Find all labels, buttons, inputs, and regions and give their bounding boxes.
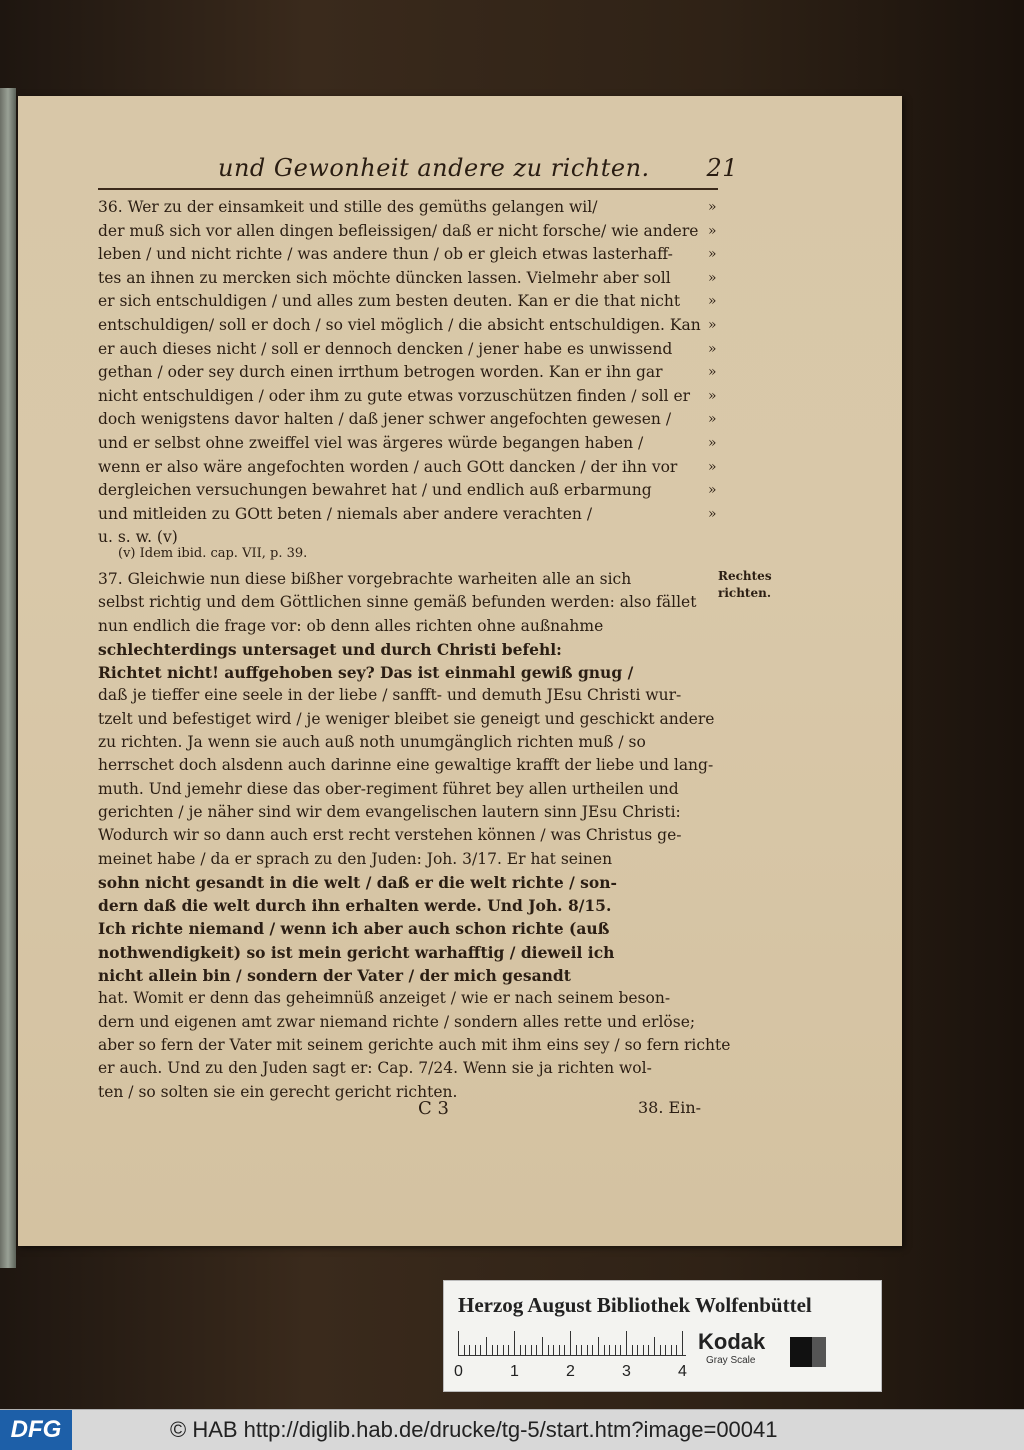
ruler-tick [598,1337,599,1355]
ruler-tick [492,1345,493,1355]
text-line: leben / und nicht richte / was andere thun / ob er gleich etwas lasterhaff- [98,245,673,264]
text-line: dern und eigenen amt zwar niemand richte / sondern alles rette und erlöse; [98,1012,696,1031]
running-head [218,154,738,186]
quotation-marks-column [708,196,728,526]
text-line: hat. Womit er denn das geheimnüß anzeiget / wie er nach seinem beson- [98,989,671,1008]
marginal-note [718,568,772,602]
ruler-tick [660,1345,661,1355]
text-line: 37. Gleichwie nun diese bißher vorgebrachte warheiten alle an sich [98,570,632,588]
ruler-tick [643,1345,644,1355]
text-line: tes an ihnen zu mercken sich möchte düncken lassen. Vielmehr aber soll [98,268,671,287]
ruler-tick [604,1345,605,1355]
kodak-brand: Kodak [698,1329,766,1354]
scale-number: 0 [454,1363,463,1380]
text-line: nicht entschuldigen / oder ihm zu gute etwas vorzuschützen finden / soll er [98,386,691,405]
ruler-tick [486,1337,487,1355]
paragraph-36 [98,196,701,550]
quote-mark: » [708,434,717,451]
ruler-tick [520,1345,521,1355]
text-line: aber so fern der Vater mit seinem gerichte auch mit ihm eins sey / so fern richte [98,1035,731,1054]
text-line: und er selbst ohne zweiffel viel was ärgeres würde begangen haben / [98,433,644,452]
copyright-link[interactable]: © HAB http://diglib.hab.de/drucke/tg-5/start.htm?image=00041 [170,1417,778,1442]
text-line: er sich entschuldigen / und alles zum besten deuten. Kan er die that nicht [98,292,681,311]
ruler-tick [632,1345,633,1355]
quote-mark: » [708,246,717,263]
ruler-tick [503,1345,504,1355]
ruler-tick [536,1345,537,1355]
quote-mark: » [708,199,717,215]
text-line: der muß sich vor allen dingen befleissigen/ daß er nicht forsche/ wie andere [98,221,699,240]
ruler-tick [548,1345,549,1355]
ruler-tick [508,1345,509,1355]
ruler-tick [620,1345,621,1355]
scale-number: 4 [678,1363,687,1380]
text-line: wenn er also wäre angefochten worden / auch GOtt dancken / der ihn vor [98,457,678,476]
ruler-tick [531,1345,532,1355]
text-line: entschuldigen/ soll er doch / so viel möglich / die absicht entschuldigen. Kan [98,315,701,334]
paragraph-37 [98,568,731,1104]
text-line: Richtet nicht! auffgehoben sey? Das ist einmahl gewiß gnug / [98,663,634,683]
ruler-tick [626,1331,627,1355]
text-line: Wodurch wir so dann auch erst recht verstehen können / was Christus ge- [98,826,682,845]
ruler-tick [576,1345,577,1355]
footer-bar [0,1409,1024,1450]
text-line: er auch. Und zu den Juden sagt er: Cap. 7/24. Wenn sie ja richten wol- [98,1059,652,1078]
ruler-tick [654,1337,655,1355]
scale-number: 3 [622,1363,631,1380]
text-line: gerichten / je näher sind wir dem evangelischen lautern sinn JEsu Christi: [98,802,681,821]
ruler-tick [464,1345,465,1355]
marginal-note-line: richten. [718,586,771,600]
quote-mark: » [708,387,717,404]
text-line: gethan / oder sey durch einen irrthum betrogen worden. Kan er ihn gar [98,363,663,382]
scale-numbers [454,1363,694,1383]
quote-mark: » [708,316,717,333]
ruler-tick [542,1337,543,1355]
text-line: er auch dieses nicht / soll er dennoch dencken / jener habe es unwissend [98,339,673,358]
ruler-tick [587,1345,588,1355]
text-line: daß je tieffer eine seele in der liebe / sanfft- und demuth JEsu Christi wur- [98,686,682,705]
text-line: 36. Wer zu der einsamkeit und stille des gemüths gelangen wil/ [98,198,598,216]
ruler-tick [469,1345,470,1355]
page-number: 21 [706,154,738,182]
ruler-tick [497,1345,498,1355]
text-line: selbst richtig und dem Göttlichen sinne gemäß befunden werden: also fället [98,593,697,612]
text-line: dergleichen versuchungen bewahret hat / und endlich auß erbarmung [98,481,652,500]
ruler-tick [559,1345,560,1355]
book-page [18,96,902,1246]
text-line: sohn nicht gesandt in die welt / daß er die welt richte / son- [98,872,617,892]
gray-swatch-dark [790,1337,812,1367]
ruler-tick [592,1345,593,1355]
ruler-tick [475,1345,476,1355]
ruler-tick [648,1345,649,1355]
scale-number: 2 [566,1363,575,1380]
text-line: nothwendigkeit) so ist mein gericht warhafftig / dieweil ich [98,942,615,962]
footnote: (v) Idem ibid. cap. VII, p. 39. [118,546,308,561]
text-line: meinet habe / da er sprach zu den Juden: Joh. 3/17. Er hat seinen [98,849,613,868]
text-line: dern daß die welt durch ihn erhalten werde. Und Joh. 8/15. [98,896,612,916]
ruler-tick [581,1345,582,1355]
ruler-tick [514,1331,515,1355]
text-line: und mitleiden zu GOtt beten / niemals aber andere verachten / [98,504,593,523]
scale-ruler [458,1329,686,1356]
gray-swatch-mid [812,1337,826,1367]
quote-mark: » [708,505,717,522]
quote-mark: » [708,293,717,310]
ruler-tick [480,1345,481,1355]
text-line: nun endlich die frage vor: ob denn alles richten ohne außnahme [98,616,604,635]
ruler-tick [637,1345,638,1355]
text-line: tzelt und befestiget wird / je weniger bleibet sie geneigt und geschickt andere [98,709,715,728]
text-line: schlechterdings untersaget und durch Christi befehl: [98,639,562,659]
text-line: herrschet doch alsdenn auch darinne eine gewaltige krafft der liebe und lang- [98,756,714,775]
ruler-tick [458,1331,459,1355]
ruler-tick [525,1345,526,1355]
text-line: ten / so solten sie ein gerecht gericht richten. [98,1082,458,1101]
quote-mark: » [708,411,717,428]
ruler-tick [665,1345,666,1355]
ruler-tick [553,1345,554,1355]
catchword: 38. Ein- [638,1098,702,1117]
ruler-tick [570,1331,571,1355]
dfg-logo: DFG [0,1410,72,1450]
text-line: muth. Und jemehr diese das ober-regiment führet bey allen urtheilen und [98,779,679,798]
running-head-title: und Gewonheit andere zu richten. [218,154,650,182]
scale-number: 1 [510,1363,519,1380]
text-line: zu richten. Ja wenn sie auch auß noth unumgänglich richten muß / so [98,733,646,752]
marginal-note-line: Rechtes [718,569,772,583]
quote-mark: » [708,222,717,239]
quote-mark: » [708,458,717,475]
ruler-tick [682,1331,683,1355]
book-spine-edge [0,88,16,1268]
ruler-tick [609,1345,610,1355]
ruler-tick [671,1345,672,1355]
text-line: Ich richte niemand / wenn ich aber auch schon richte (auß [98,919,610,939]
gray-scale-label: Gray Scale [706,1355,756,1366]
text-line: u. s. w. (v) [98,528,178,547]
ruler-tick [676,1345,677,1355]
quote-mark: » [708,340,717,357]
signature-mark: C 3 [418,1098,449,1119]
library-name: Herzog August Bibliothek Wolfenbüttel [458,1293,812,1317]
text-line: nicht allein bin / sondern der Vater / der mich gesandt [98,966,571,986]
head-rule [98,188,718,190]
ruler-tick [564,1345,565,1355]
quote-mark: » [708,269,717,286]
quote-mark: » [708,364,717,381]
text-line: doch wenigstens davor halten / daß jener schwer angefochten gewesen / [98,410,672,429]
library-label-card [443,1280,882,1392]
ruler-tick [615,1345,616,1355]
quote-mark: » [708,482,717,499]
